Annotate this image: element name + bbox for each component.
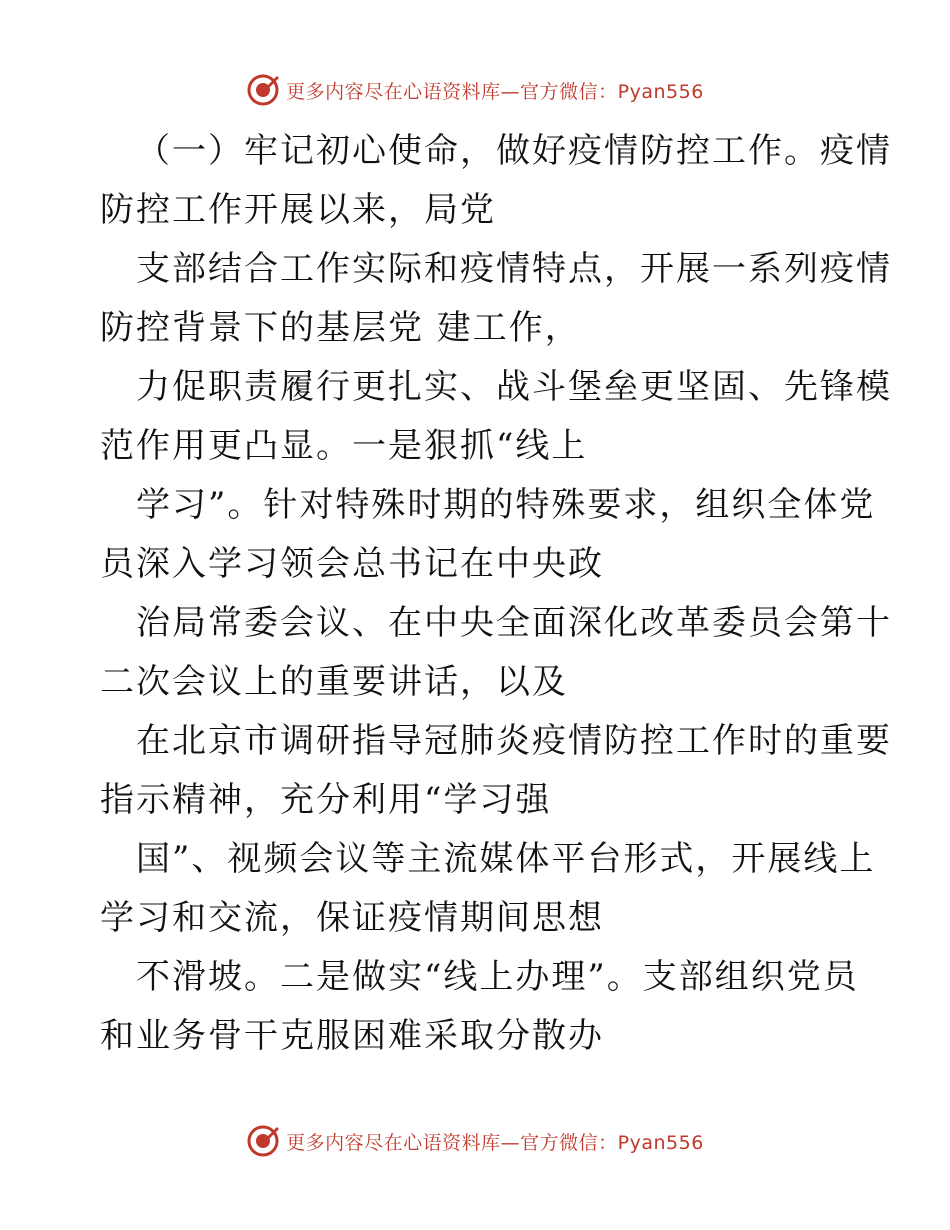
text-line: 支部结合工作实际和疫情特点，开展一系列疫情 <box>136 249 892 289</box>
text-line: 学习和交流，保证疫情期间思想 <box>100 898 604 938</box>
watermark-text: 更多内容尽在心语资料库—官方微信：Pyan556 <box>286 80 704 103</box>
text-line: 指示精神，充分利用“学习强 <box>100 780 552 820</box>
text-line: 防控背景下的基层党 建工作， <box>100 308 581 348</box>
header-watermark <box>0 70 950 110</box>
text-line: 在北京市调研指导冠肺炎疫情防控工作时的重要 <box>136 721 892 761</box>
text-line: 国”、视频会议等主流媒体平台形式，开展线上 <box>136 839 876 879</box>
pen-circle-icon <box>246 1124 280 1158</box>
document-body <box>100 122 892 1066</box>
text-line: 二次会议上的重要讲话，以及 <box>100 662 568 702</box>
footer-watermark <box>0 1121 950 1161</box>
text-line: 和业务骨干克服困难采取分散办 <box>100 1016 604 1056</box>
text-line: 不滑坡。二是做实“线上办理”。支部组织党员 <box>136 957 859 997</box>
text-line: 力促职责履行更扎实、战斗堡垒更坚固、先锋模 <box>136 367 892 407</box>
text-line: （一）牢记初心使命，做好疫情防控工作。疫情 <box>136 131 892 171</box>
watermark-text: 更多内容尽在心语资料库—官方微信：Pyan556 <box>286 1131 704 1154</box>
text-line: 治局常委会议、在中央全面深化改革委员会第十 <box>136 603 892 643</box>
text-line: 员深入学习领会总书记在中央政 <box>100 544 604 584</box>
text-line: 学习”。针对特殊时期的特殊要求，组织全体党 <box>136 485 876 525</box>
text-line: 防控工作开展以来，局党 <box>100 190 496 230</box>
text-line: 范作用更凸显。一是狠抓“线上 <box>100 426 588 466</box>
pen-circle-icon <box>246 73 280 107</box>
